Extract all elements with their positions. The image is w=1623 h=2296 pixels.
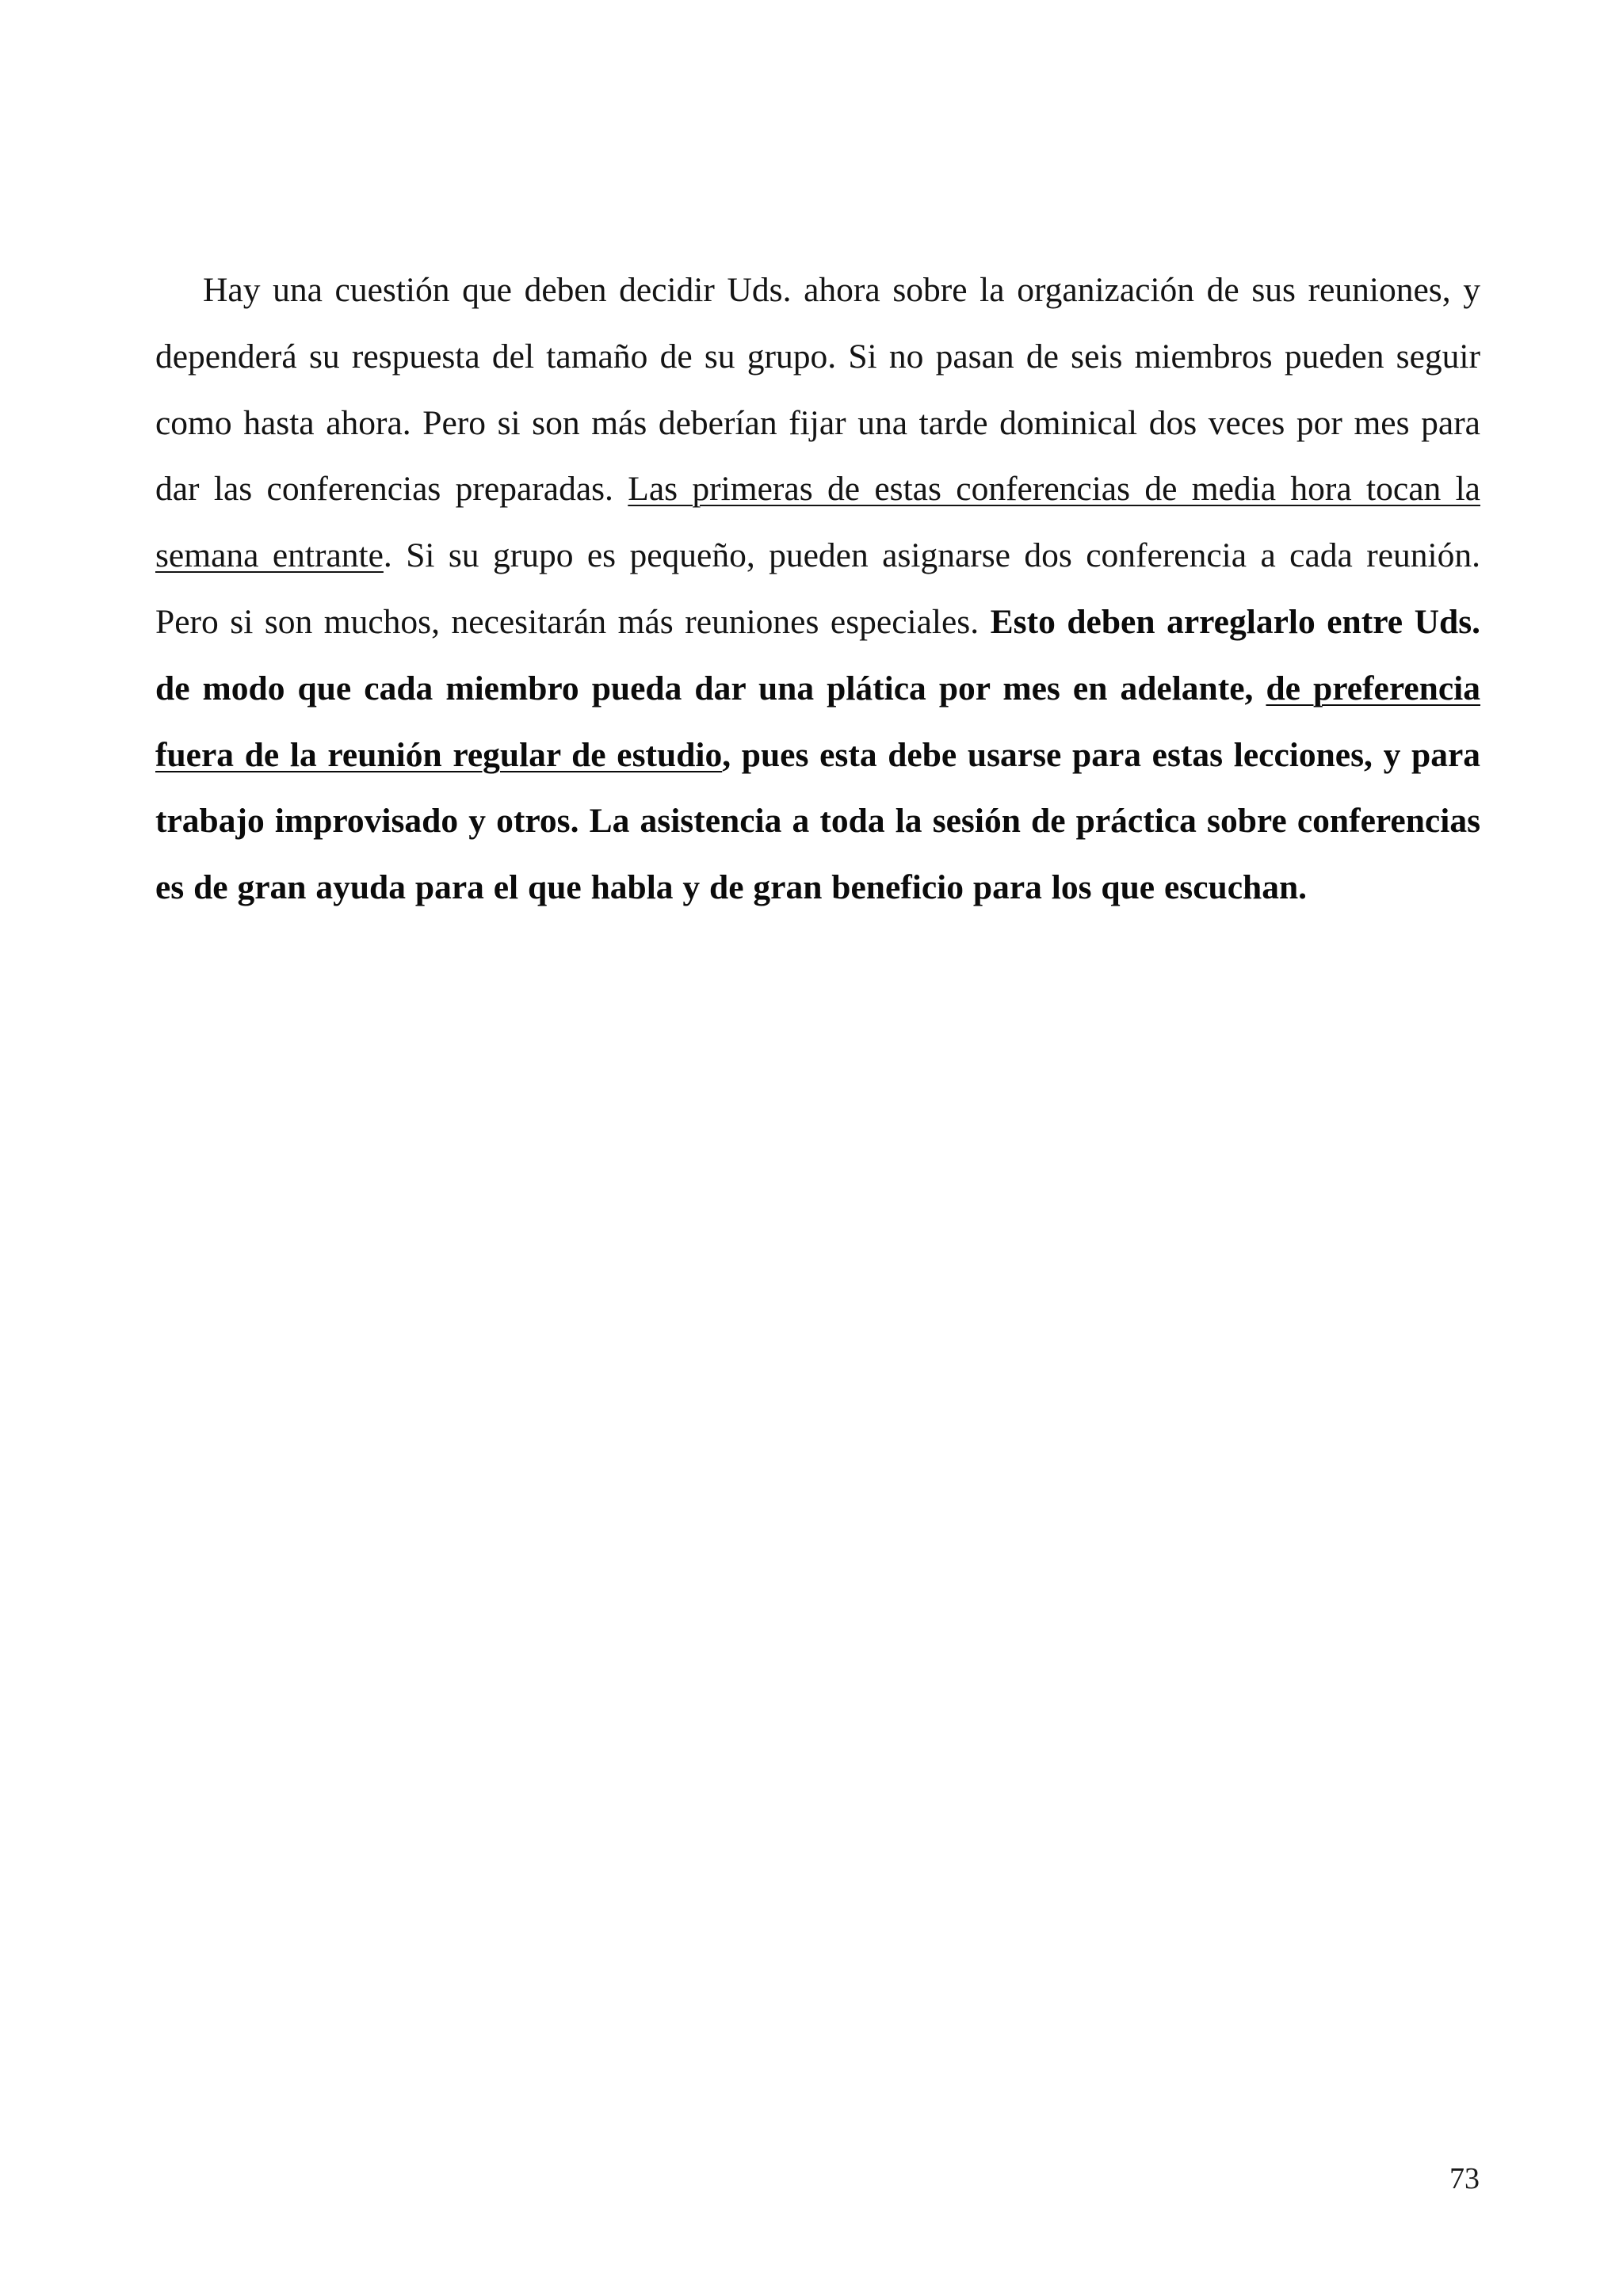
bold-text-arrangement: Esto deben arreglarlo entre Uds. de modo que cada miembro pueda dar una plática por mes en adelante, [155, 602, 1481, 707]
paragraph-text-intro: Hay una cuestión que deben decidir Uds. ahora sobre la organización de sus reuniones, y dependerá su respuesta del tamaño de su grupo. Si no pasan de seis miembros pueden seguir como hasta ahora. Pero si son más deberían fijar una tarde dominical dos veces por mes para dar las conferencias preparadas. [155, 271, 1480, 509]
page-number: 73 [1449, 2162, 1480, 2195]
underlined-phrase-conferences: Las primeras de estas conferencias de media hora tocan la semana entrante [155, 470, 1480, 575]
paragraph-text-group-size: . Si su grupo es pequeño, pueden asignarse dos conferencia a cada reunión. Pero si son muchos, necesitarán más reuniones especiales. [155, 536, 1481, 641]
bold-underlined-phrase-preference: de preferencia fuera de la reunión regular de estudio [155, 669, 1480, 774]
bold-text-conclusion: , pues esta debe usarse para estas lecciones, y para trabajo improvisado y otros. La asistencia a toda la sesión de práctica sobre conferencias es de gran ayuda para el que habla y de gran beneficio para los que escuchan. [155, 735, 1480, 907]
body-paragraph [155, 257, 1480, 921]
